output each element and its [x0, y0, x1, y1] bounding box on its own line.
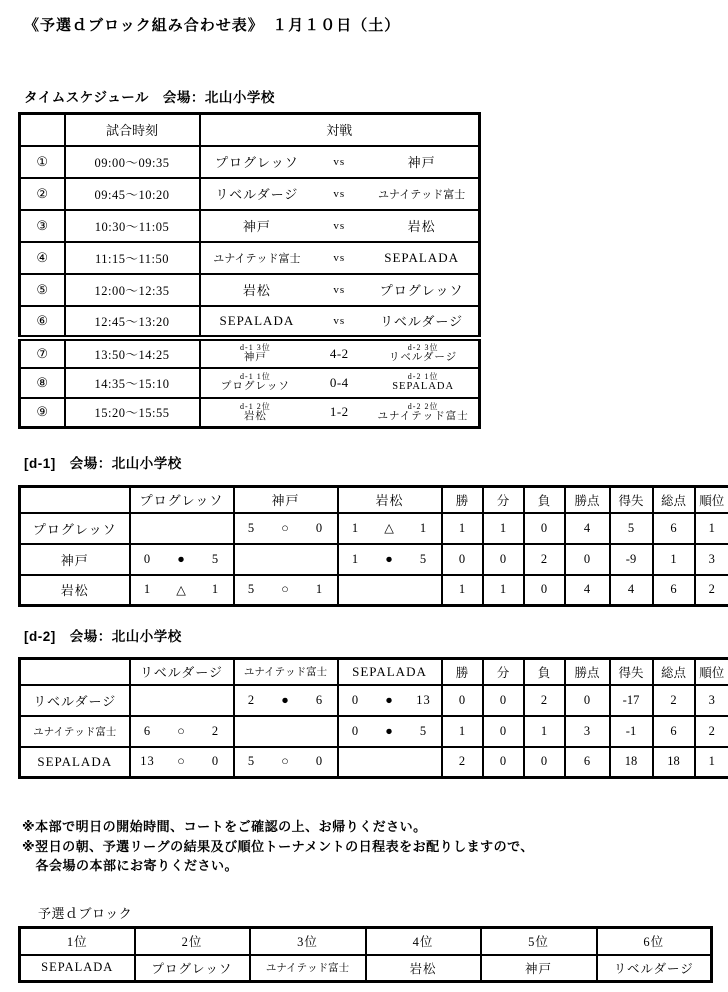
stat-wins: 1	[442, 716, 483, 747]
stat-header-goals: 総点	[653, 487, 695, 513]
league-header-row	[20, 487, 728, 513]
result-symbol: ○	[281, 520, 290, 535]
stat-rank: 1	[695, 513, 728, 544]
match-number: ②	[20, 178, 65, 210]
result-symbol: ●	[177, 551, 186, 566]
opponent-header: SEPALADA	[338, 659, 442, 685]
ranked-team: 神戸	[481, 955, 597, 982]
ranked-team: リベルダージ	[597, 955, 712, 982]
stat-header-rank: 順位	[695, 659, 728, 685]
playoff-row	[20, 368, 480, 398]
stat-goals: 18	[653, 747, 695, 778]
schedule-heading: タイムスケジュール 会場：北山小学校	[24, 90, 275, 105]
matchup	[201, 280, 479, 299]
match-score: 1-2	[329, 404, 349, 420]
result-symbol: ○	[177, 723, 186, 738]
away-team: ユナイテッド富士	[378, 188, 466, 201]
note-line: 各会場の本部にお寄りください。	[22, 858, 239, 873]
team-name: プログレッソ	[20, 513, 130, 544]
match-time: 12:45～13:20	[65, 306, 200, 338]
stat-header-losses: 負	[524, 659, 565, 685]
matchup	[201, 152, 479, 171]
stat-losses: 0	[524, 575, 565, 606]
stat-goal-diff: -1	[610, 716, 653, 747]
league-d1-heading: [d-1] 会場：北山小学校	[24, 456, 182, 471]
home-team: ユナイテッド富士	[213, 252, 301, 265]
away-team-block	[368, 343, 478, 364]
final-rank-header-row	[20, 928, 712, 955]
vs-label: vs	[333, 219, 346, 232]
result-cell	[339, 693, 441, 708]
schedule-row	[20, 306, 480, 338]
match-number: ⑦	[20, 338, 65, 368]
stat-draws: 1	[483, 575, 524, 606]
rank-header: 4位	[366, 928, 481, 955]
match-time: 15:20～15:55	[65, 398, 200, 428]
vs-label: vs	[333, 187, 346, 200]
col-header-time: 試合時刻	[65, 114, 200, 146]
stat-header-draws: 分	[483, 659, 524, 685]
matchup	[201, 184, 479, 203]
result-symbol: ○	[281, 754, 290, 769]
schedule-table	[18, 112, 481, 429]
stat-header-goal-diff: 得失	[610, 659, 653, 685]
stat-header-points: 勝点	[565, 487, 610, 513]
team-name: 神戸	[20, 544, 130, 575]
team-name: ユナイテッド富士	[20, 716, 130, 747]
stat-points: 4	[565, 575, 610, 606]
stat-goals: 6	[653, 716, 695, 747]
corner-cell	[20, 659, 130, 685]
score-right: 1	[315, 582, 324, 597]
away-team: 岩松	[407, 219, 436, 234]
matchup	[201, 372, 479, 393]
rank-header: 3位	[250, 928, 366, 955]
score-right: 0	[315, 520, 324, 535]
away-seed-tag: d-2 1位	[407, 371, 439, 381]
schedule-row	[20, 146, 480, 178]
vs-label: vs	[333, 251, 346, 264]
playoff-row	[20, 338, 480, 368]
result-cell	[235, 521, 337, 536]
opponent-header: 岩松	[338, 487, 442, 513]
stat-wins: 1	[442, 513, 483, 544]
schedule-header-row	[20, 114, 480, 146]
stat-goals: 6	[653, 575, 695, 606]
matchup	[201, 311, 479, 330]
stat-goal-diff: -17	[610, 685, 653, 716]
playoff-row	[20, 398, 480, 428]
result-symbol: ○	[177, 754, 186, 769]
away-team-block	[368, 372, 478, 393]
score-right: 6	[315, 692, 324, 707]
stat-rank: 3	[695, 544, 728, 575]
away-seed-tag: d-2 3位	[407, 342, 439, 352]
away-team: ユナイテッド富士	[377, 410, 469, 422]
schedule-row	[20, 274, 480, 306]
stat-losses: 2	[524, 544, 565, 575]
home-team: リベルダージ	[215, 187, 299, 202]
rank-header: 5位	[481, 928, 597, 955]
opponent-header: 神戸	[234, 487, 338, 513]
league-team-row	[20, 685, 728, 716]
score-left: 0	[351, 723, 360, 738]
corner-cell	[20, 487, 130, 513]
score-right: 1	[419, 520, 428, 535]
stat-losses: 1	[524, 716, 565, 747]
matchup	[201, 402, 479, 423]
league-team-row	[20, 544, 728, 575]
result-cell	[235, 754, 337, 769]
stat-draws: 0	[483, 544, 524, 575]
opponent-header: リベルダージ	[130, 659, 234, 685]
league-team-row	[20, 747, 728, 778]
stat-wins: 0	[442, 685, 483, 716]
home-team: 岩松	[243, 410, 267, 422]
stat-header-wins: 勝	[442, 487, 483, 513]
stat-rank: 1	[695, 747, 728, 778]
away-team: プログレッソ	[379, 283, 464, 298]
result-cell	[131, 754, 233, 769]
home-team: プログレッソ	[214, 155, 299, 170]
result-cell	[339, 552, 441, 567]
league-d2-table	[18, 657, 728, 779]
stat-header-rank: 順位	[695, 487, 728, 513]
away-team: SEPALADA	[392, 381, 455, 393]
rank-header: 6位	[597, 928, 712, 955]
stat-points: 0	[565, 544, 610, 575]
stat-goal-diff: -9	[610, 544, 653, 575]
home-team-block	[201, 372, 311, 393]
note-line: ※翌日の朝、予選リーグの結果及び順位トーナメントの日程表をお配りしますので、	[22, 838, 534, 854]
away-team: リベルダージ	[389, 352, 458, 364]
score-right: 2	[211, 723, 220, 738]
stat-wins: 2	[442, 747, 483, 778]
opponent-header: プログレッソ	[130, 487, 234, 513]
score-left: 1	[351, 551, 360, 566]
score-right: 13	[416, 692, 431, 707]
match-number: ⑥	[20, 306, 65, 338]
stat-header-goal-diff: 得失	[610, 487, 653, 513]
match-number: ③	[20, 210, 65, 242]
opponent-header: ユナイテッド富士	[234, 659, 338, 685]
ranked-team: SEPALADA	[20, 955, 135, 982]
stat-points: 3	[565, 716, 610, 747]
vs-label: vs	[333, 314, 346, 327]
away-team: リベルダージ	[380, 314, 464, 329]
matchup	[201, 250, 479, 266]
score-right: 5	[419, 551, 428, 566]
score-left: 2	[247, 692, 256, 707]
home-team-block	[201, 343, 311, 364]
stat-points: 0	[565, 685, 610, 716]
league-d2-heading: [d-2] 会場：北山小学校	[24, 629, 182, 644]
score-right: 5	[419, 723, 428, 738]
home-team: 神戸	[243, 352, 267, 364]
score-left: 5	[247, 582, 256, 597]
stat-draws: 1	[483, 513, 524, 544]
result-symbol: ●	[385, 692, 394, 707]
stat-header-points: 勝点	[565, 659, 610, 685]
match-time: 12:00～12:35	[65, 274, 200, 306]
notes-block	[22, 817, 534, 876]
result-cell	[339, 520, 441, 536]
note-line: ※本部で明日の開始時間、コートをご確認の上、お帰りください。	[22, 819, 427, 834]
result-cell	[131, 724, 233, 739]
score-left: 13	[140, 754, 155, 769]
matchup	[201, 216, 479, 235]
match-number: ④	[20, 242, 65, 274]
match-time: 13:50～14:25	[65, 338, 200, 368]
score-left: 5	[247, 520, 256, 535]
stat-points: 4	[565, 513, 610, 544]
result-symbol: △	[384, 521, 395, 535]
home-team: 神戸	[242, 219, 271, 234]
score-left: 0	[143, 551, 152, 566]
vs-label: vs	[333, 283, 346, 296]
vs-label: vs	[333, 155, 346, 168]
stat-draws: 0	[483, 747, 524, 778]
stat-goal-diff: 5	[610, 513, 653, 544]
score-left: 0	[351, 692, 360, 707]
schedule-row	[20, 210, 480, 242]
result-symbol: △	[176, 582, 187, 597]
result-cell	[339, 724, 441, 739]
result-symbol: ●	[385, 551, 394, 566]
home-team: SEPALADA	[219, 312, 295, 328]
match-time: 10:30～11:05	[65, 210, 200, 242]
stat-header-goals: 総点	[653, 659, 695, 685]
col-header-match: 対戦	[200, 114, 480, 146]
team-name: SEPALADA	[20, 747, 130, 778]
matchup	[201, 343, 479, 364]
match-number: ①	[20, 146, 65, 178]
stat-points: 6	[565, 747, 610, 778]
score-left: 1	[351, 520, 360, 535]
result-symbol: ○	[281, 582, 290, 597]
result-cell	[235, 582, 337, 597]
match-time: 09:45～10:20	[65, 178, 200, 210]
away-team-block	[368, 402, 478, 423]
ranked-team: 岩松	[366, 955, 481, 982]
stat-losses: 0	[524, 747, 565, 778]
stat-rank: 2	[695, 716, 728, 747]
match-score: 0-4	[329, 374, 349, 390]
result-cell	[131, 582, 233, 598]
schedule-row	[20, 242, 480, 274]
league-team-row	[20, 575, 728, 606]
page-title: 《予選ｄブロック組み合わせ表》 １月１０日（土）	[24, 17, 401, 34]
stat-draws: 0	[483, 685, 524, 716]
home-seed-tag: d-1 1位	[240, 371, 271, 381]
score-left: 1	[143, 582, 152, 597]
away-team: 神戸	[407, 155, 436, 170]
corner-cell	[20, 114, 65, 146]
league-team-row	[20, 513, 728, 544]
match-number: ⑧	[20, 368, 65, 398]
stat-wins: 1	[442, 575, 483, 606]
home-team-block	[201, 402, 311, 423]
schedule-row	[20, 178, 480, 210]
match-score: 4-2	[329, 345, 349, 361]
rank-header: 2位	[135, 928, 250, 955]
match-time: 09:00～09:35	[65, 146, 200, 178]
stat-losses: 0	[524, 513, 565, 544]
away-team: SEPALADA	[384, 249, 459, 265]
home-seed-tag: d-1 3位	[240, 342, 271, 352]
ranked-team: プログレッソ	[135, 955, 250, 982]
home-seed-tag: d-1 2位	[240, 401, 271, 411]
score-right: 0	[211, 754, 220, 769]
score-left: 6	[143, 723, 152, 738]
ranked-team: ユナイテッド富士	[250, 955, 366, 982]
match-time: 11:15～11:50	[65, 242, 200, 274]
stat-goals: 6	[653, 513, 695, 544]
league-team-row	[20, 716, 728, 747]
rank-header: 1位	[20, 928, 135, 955]
league-header-row	[20, 659, 728, 685]
stat-rank: 3	[695, 685, 728, 716]
stat-goal-diff: 18	[610, 747, 653, 778]
home-team: 岩松	[242, 283, 271, 298]
stat-goals: 2	[653, 685, 695, 716]
score-right: 5	[211, 551, 220, 566]
score-right: 1	[211, 582, 220, 597]
stat-wins: 0	[442, 544, 483, 575]
stat-draws: 0	[483, 716, 524, 747]
result-cell	[131, 552, 233, 567]
stat-goals: 1	[653, 544, 695, 575]
stat-losses: 2	[524, 685, 565, 716]
team-name: リベルダージ	[20, 685, 130, 716]
final-ranking-heading: 予選ｄブロック	[38, 906, 133, 921]
stat-header-losses: 負	[524, 487, 565, 513]
stat-header-draws: 分	[483, 487, 524, 513]
final-rank-team-row	[20, 955, 712, 982]
stat-goal-diff: 4	[610, 575, 653, 606]
match-number: ⑤	[20, 274, 65, 306]
stat-rank: 2	[695, 575, 728, 606]
away-seed-tag: d-2 2位	[407, 401, 439, 411]
result-cell	[235, 693, 337, 708]
stat-header-wins: 勝	[442, 659, 483, 685]
result-symbol: ●	[385, 723, 394, 738]
home-team: プログレッソ	[220, 381, 290, 393]
match-time: 14:35～15:10	[65, 368, 200, 398]
league-d1-table	[18, 485, 728, 607]
match-number: ⑨	[20, 398, 65, 428]
result-symbol: ●	[281, 692, 290, 707]
score-right: 0	[315, 754, 324, 769]
score-left: 5	[247, 754, 256, 769]
final-ranking-table	[18, 926, 713, 983]
team-name: 岩松	[20, 575, 130, 606]
